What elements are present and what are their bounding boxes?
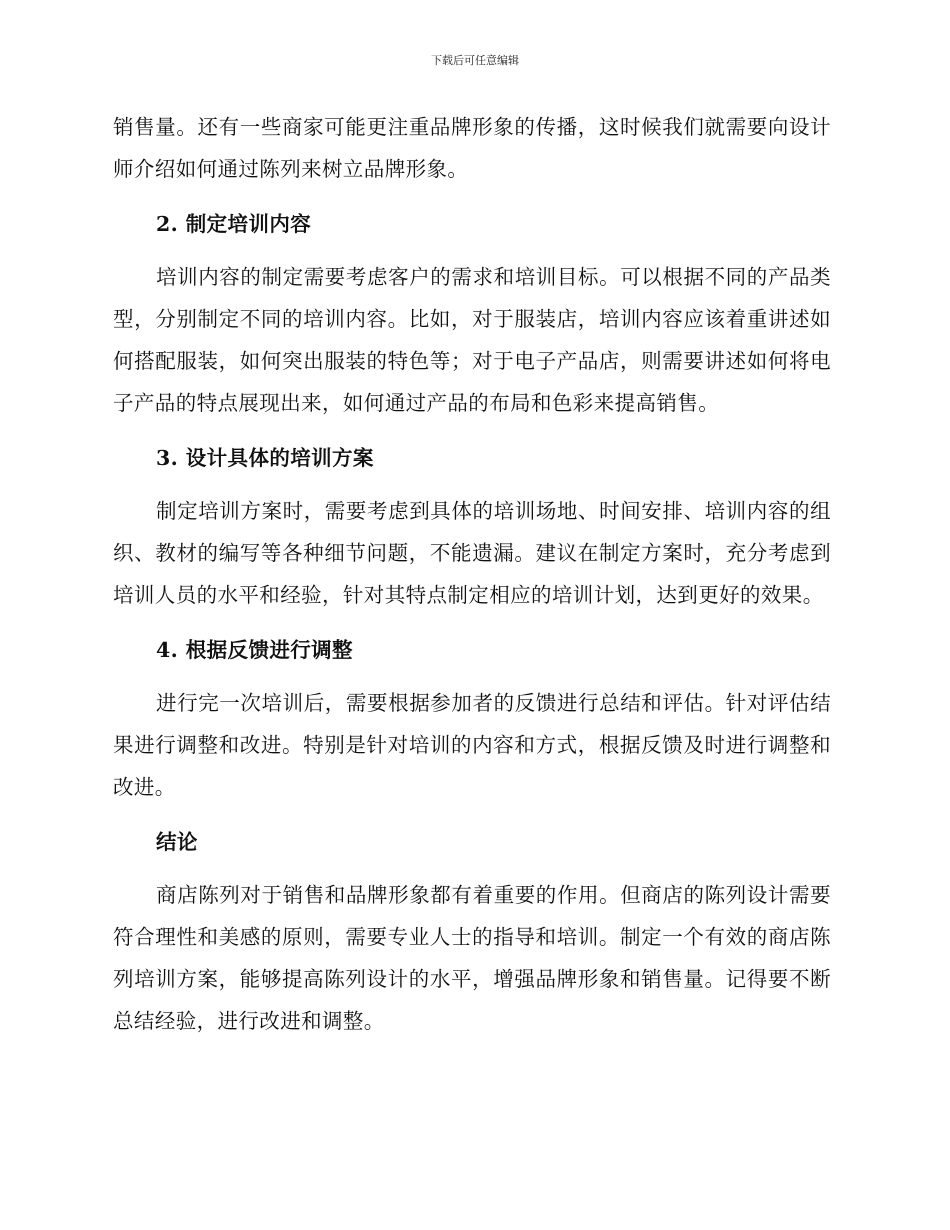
page-header: 下载后可任意编辑: [431, 54, 519, 67]
document-body: [113, 106, 831, 1042]
section-4-heading: 4. 根据反馈进行调整: [156, 638, 353, 662]
section-2-paragraph: 培训内容的制定需要考虑客户的需求和培训目标。可以根据不同的产品类型，分别制定不同的培训内容。比如，对于服装店，培训内容应该着重讲述如何搭配服装，如何突出服装的特色等；对于电子产品店，则需要讲述如何将电子产品的特点展现出来，如何通过产品的布局和色彩来提高销售。: [113, 265, 831, 415]
conclusion-heading: 结论: [156, 830, 198, 854]
conclusion-paragraph: 商店陈列对于销售和品牌形象都有着重要的作用。但商店的陈列设计需要符合理性和美感的原则，需要专业人士的指导和培训。制定一个有效的商店陈列培训方案，能够提高陈列设计的水平，增强品牌形象和销售量。记得要不断总结经验，进行改进和调整。: [113, 883, 831, 1033]
intro-paragraph-tail: 销售量。还有一些商家可能更注重品牌形象的传播，这时候我们就需要向设计师介绍如何通过陈列来树立品牌形象。: [113, 115, 831, 181]
section-4-paragraph: 进行完一次培训后，需要根据参加者的反馈进行总结和评估。针对评估结果进行调整和改进。特别是针对培训的内容和方式，根据反馈及时进行调整和改进。: [113, 691, 831, 799]
section-3-paragraph: 制定培训方案时，需要考虑到具体的培训场地、时间安排、培训内容的组织、教材的编写等各种细节问题，不能遗漏。建议在制定方案时，充分考虑到培训人员的水平和经验，针对其特点制定相应的培训计划，达到更好的效果。: [113, 499, 831, 607]
section-3-heading: 3. 设计具体的培训方案: [156, 446, 374, 470]
section-2-heading: 2. 制定培训内容: [156, 212, 312, 236]
